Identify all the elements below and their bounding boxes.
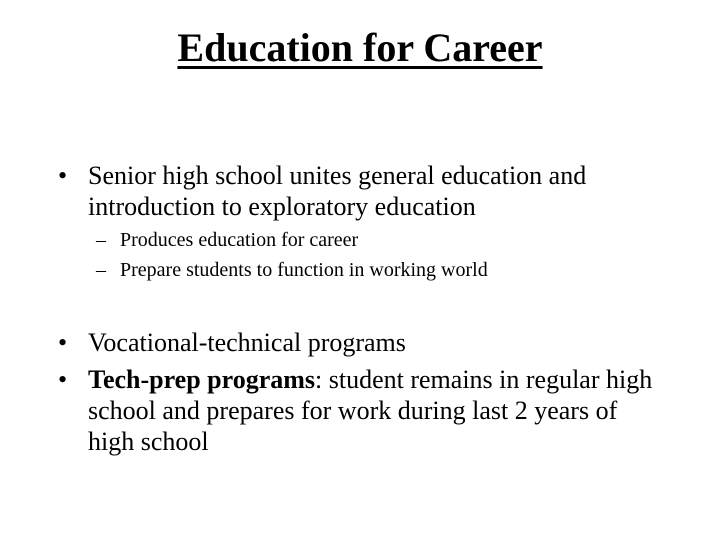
bullet-marker: • — [58, 161, 68, 190]
sub-bullet-prepare-students — [96, 257, 676, 283]
bullet-vocational-technical — [58, 327, 658, 358]
slide-title-text: Education for Career — [177, 25, 543, 70]
bullet-bold-lead: Tech-prep programs — [88, 365, 316, 394]
bullet-marker: • — [58, 328, 68, 357]
bullet-text: Senior high school unites general education and introduction to exploratory education — [88, 161, 587, 221]
bullet-marker: • — [58, 365, 68, 394]
slide-title — [0, 20, 720, 76]
sub-bullet-text: Prepare students to function in working world — [120, 259, 488, 281]
sub-bullet-marker: – — [96, 229, 106, 251]
bullet-rest-text: : student remains in regular high school and prepares for work during last 2 years of high school — [88, 365, 653, 456]
bullet-senior-high-school — [58, 160, 658, 222]
sub-bullet-produces-education — [96, 227, 676, 253]
sub-bullet-text: Produces education for career — [120, 229, 359, 251]
bullet-tech-prep — [58, 364, 658, 457]
bullet-text: Vocational-technical programs — [88, 328, 406, 357]
bullet-text — [88, 364, 658, 457]
sub-bullet-marker: – — [96, 259, 106, 281]
